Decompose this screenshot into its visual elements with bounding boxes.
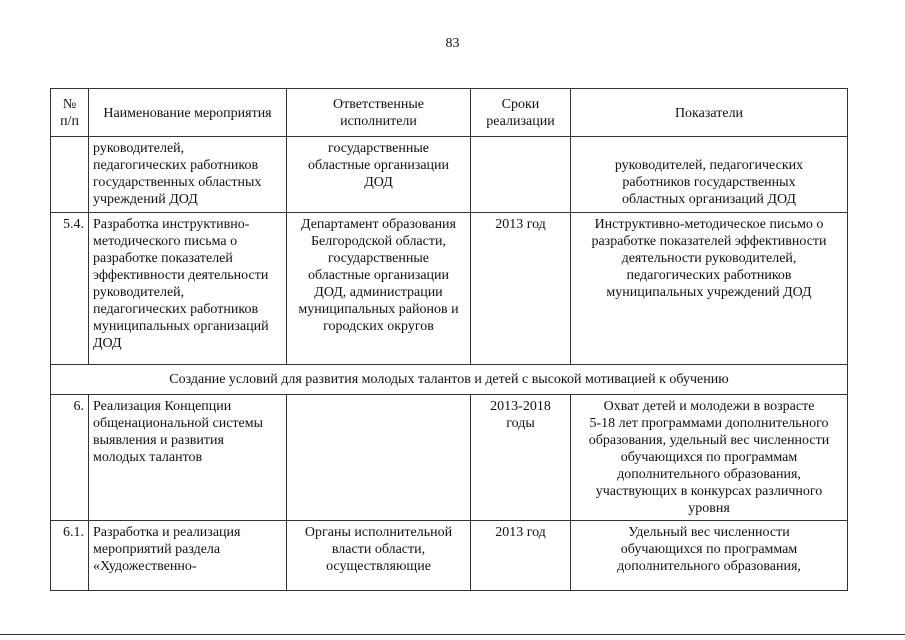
header-indicators: Показатели [571,89,848,137]
table-row [51,213,848,365]
table-row [51,395,848,521]
header-number: № п/п [51,89,89,137]
header-responsible: Ответственные исполнители [287,89,471,137]
indicators-cell: Инструктивно-методическое письмо о разработке показателей эффективности деятельности руководителей, педагогических работников муниципальных учреждений ДОД [571,213,848,365]
row-number: 6. [51,395,89,521]
activities-table [50,88,848,591]
header-activity-name: Наименование мероприятия [89,89,287,137]
page-bottom-rule [0,634,905,635]
responsible-cell: Департамент образования Белгородской области, государственные областные организации ДОД, администрации муниципальных районов и городских округов [287,213,471,365]
table-row [51,521,848,591]
responsible-cell [287,395,471,521]
table-header-row [51,89,848,137]
responsible-cell: Органы исполнительной власти области, осуществляющие [287,521,471,591]
table-section-row [51,365,848,395]
table-row [51,137,848,213]
section-title: Создание условий для развития молодых талантов и детей с высокой мотивацией к обучению [51,365,848,395]
term-cell: 2013-2018 годы [471,395,571,521]
row-number: 6.1. [51,521,89,591]
row-number [51,137,89,213]
indicators-cell: Охват детей и молодежи в возрасте 5-18 лет программами дополнительного образования, удельный вес численности обучающихся по программам дополнительного образования, участвующих в конкурсах различного уровня [571,395,848,521]
indicators-cell: руководителей, педагогических работников государственных областных организаций ДОД [571,137,848,213]
activity-name-cell: Разработка и реализация мероприятий раздела «Художественно- [89,521,287,591]
term-cell [471,137,571,213]
row-number: 5.4. [51,213,89,365]
responsible-cell: государственные областные организации ДОД [287,137,471,213]
activity-name-cell: руководителей, педагогических работников государственных областных учреждений ДОД [89,137,287,213]
term-cell: 2013 год [471,213,571,365]
activity-name-cell: Реализация Концепции общенациональной системы выявления и развития молодых талантов [89,395,287,521]
indicators-cell: Удельный вес численности обучающихся по программам дополнительного образования, [571,521,848,591]
term-cell: 2013 год [471,521,571,591]
header-term: Сроки реализации [471,89,571,137]
page-number: 83 [445,36,460,51]
activity-name-cell: Разработка инструктивно- методического письма о разработке показателей эффективности деятельности руководителей, педагогических работников муниципальных организаций ДОД [89,213,287,365]
